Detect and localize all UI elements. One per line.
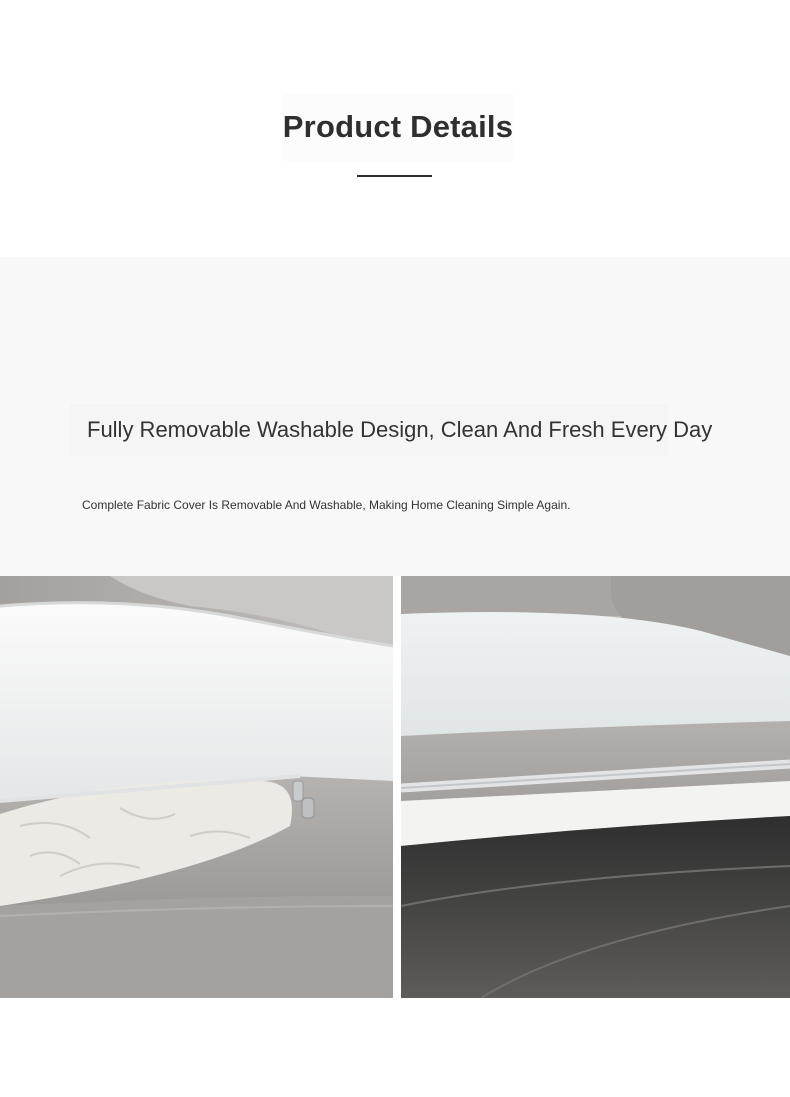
product-details-header [0, 0, 790, 257]
zipped-cushion-edge-photo [401, 576, 790, 998]
title-divider [357, 175, 432, 177]
feature-description: Complete Fabric Cover Is Removable And Washable, Making Home Cleaning Simple Again. [82, 498, 571, 512]
feature-section [0, 257, 790, 576]
photo-gallery [0, 576, 790, 998]
feature-headline: Fully Removable Washable Design, Clean And Fresh Every Day [70, 404, 668, 456]
unzipped-cushion-photo [0, 576, 393, 998]
bottom-spacer [0, 998, 790, 1097]
page-title: Product Details [282, 93, 514, 161]
